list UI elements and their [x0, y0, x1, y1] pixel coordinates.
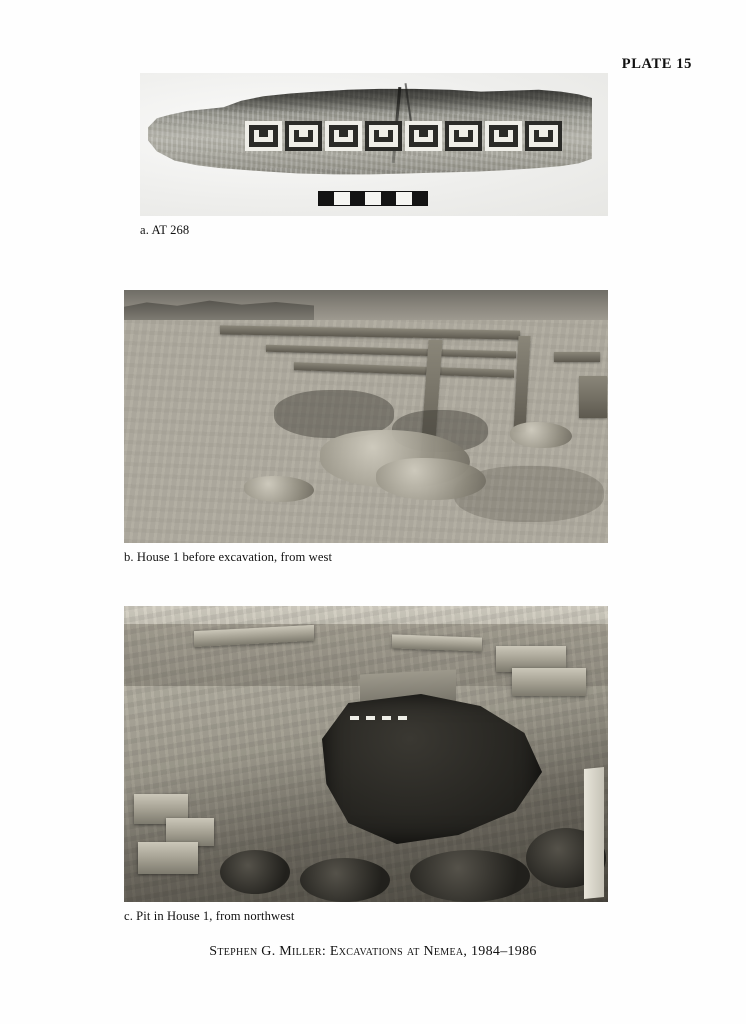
stone-block-right-b [512, 668, 586, 696]
meander-pattern [245, 119, 565, 153]
figure-a-photo [140, 73, 608, 216]
stone-block-left-c [138, 842, 198, 874]
rubble-cluster-d [510, 422, 572, 448]
foreground-shadow-c [410, 850, 530, 902]
figure-b-caption: b. House 1 before excavation, from west [124, 550, 333, 564]
survey-post [584, 767, 604, 899]
running-foot [0, 944, 746, 960]
running-foot-text: Stephen G. Miller: Excavations at Nemea, 1984–1986 [209, 944, 537, 959]
figure-c-caption: c. Pit in House 1, from northwest [124, 909, 295, 923]
foreground-shadow-a [220, 850, 290, 894]
figure-b-photo [124, 290, 608, 543]
figure-a-caption: a. AT 268 [140, 223, 190, 237]
wall-segment-right [554, 352, 600, 362]
photographic-scale-bar [318, 191, 428, 206]
figure-c [124, 606, 608, 924]
fragment-top-edge [148, 87, 592, 113]
pit-scale-marks [350, 716, 414, 720]
rubble-cluster-c [244, 476, 314, 502]
figure-b [124, 290, 608, 565]
rubble-cluster-b [376, 458, 486, 500]
figure-c-photo [124, 606, 608, 902]
plate-number: PLATE 15 [621, 56, 692, 72]
figure-a [140, 73, 608, 238]
foreground-shadow-b [300, 858, 390, 902]
wall-block-right [579, 376, 607, 418]
